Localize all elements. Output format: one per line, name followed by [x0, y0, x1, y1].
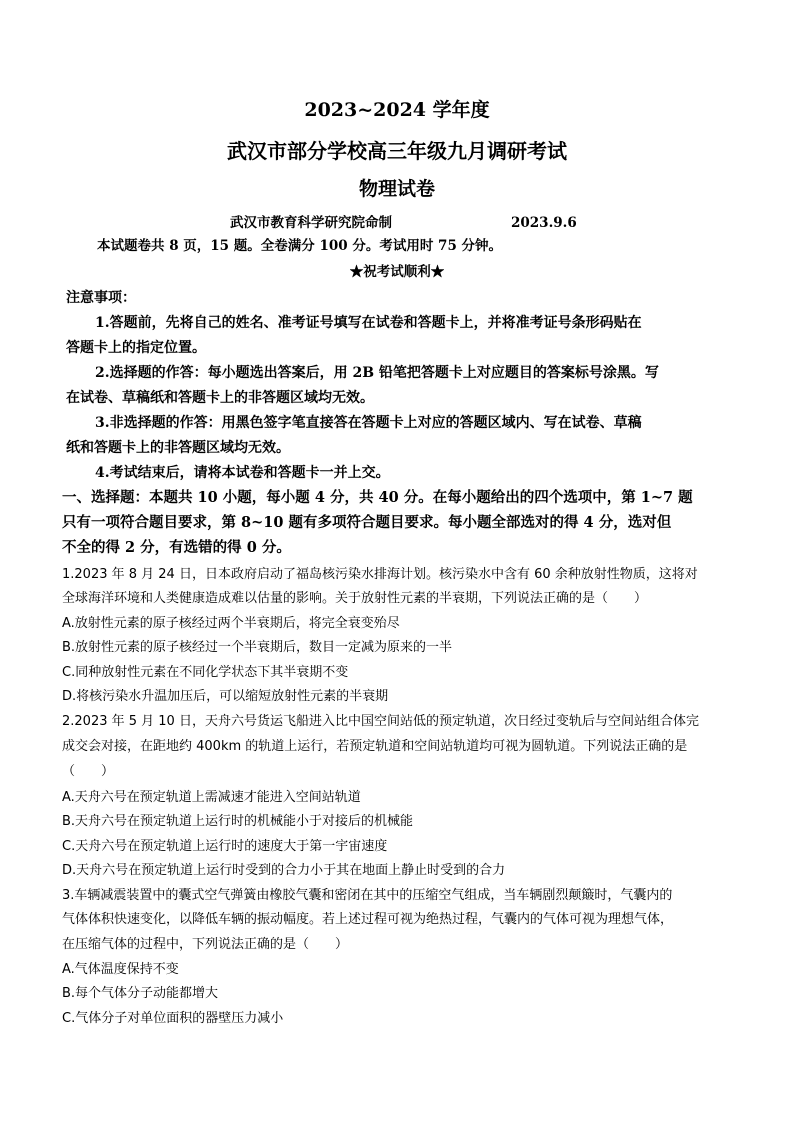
q3-option-c: C.气体分子对单位面积的器壁压力减小 — [62, 1011, 284, 1026]
q2-option-d: D.天舟六号在预定轨道上运行时受到的合力小于其在地面上静止时受到的合力 — [62, 863, 506, 878]
note-3-line-2: 纸和答题卡上的非答题区域均无效。 — [66, 440, 290, 456]
note-3-line-1: 3.非选择题的作答：用黑色签字笔直接答在答题卡上对应的答题区域内、写在试卷、草稿 — [95, 415, 642, 431]
section-1-line-2: 只有一项符合题目要求，第 8~10 题有多项符合题目要求。每小题全部选对的得 4 分，选对但 — [62, 514, 672, 531]
exam-title: 武汉市部分学校高三年级九月调研考试 — [227, 139, 567, 163]
section-1-line-3: 不全的得 2 分，有选错的得 0 分。 — [62, 539, 291, 556]
q2-option-a: A.天舟六号在预定轨道上需减速才能进入空间站轨道 — [62, 790, 361, 805]
paper-info: 本试题卷共 8 页，15 题。全卷满分 100 分。考试用时 75 分钟。 — [97, 238, 503, 254]
q3-option-b: B.每个气体分子动能都增大 — [62, 986, 219, 1001]
q3-stem-line-1: 3.车辆减震装置中的囊式空气弹簧由橡胶气囊和密闭在其中的压缩空气组成，当车辆剧烈颠簸时，气囊内的 — [62, 888, 673, 903]
note-2-line-2: 在试卷、草稿纸和答题卡上的非答题区域均无效。 — [66, 390, 374, 406]
q3-option-a: A.气体温度保持不变 — [62, 962, 179, 977]
q2-option-c: C.天舟六号在预定轨道上运行时的速度大于第一宇宙速度 — [62, 839, 388, 854]
q2-stem-line-2: 成交会对接，在距地约 400km 的轨道上运行，若预定轨道和空间站轨道均可视为圆轨道。下列说法正确的是 — [62, 739, 688, 754]
good-luck: ★祝考试顺利★ — [349, 264, 445, 280]
exam-date: 2023.9.6 — [511, 215, 577, 231]
notes-title: 注意事项： — [66, 290, 136, 306]
issuer: 武汉市教育科学研究院命制 — [230, 215, 392, 231]
note-1-line-1: 1.答题前，先将自己的姓名、准考证号填写在试卷和答题卡上，并将准考证号条形码贴在 — [95, 315, 642, 331]
q2-stem-line-1: 2.2023 年 5 月 10 日，天舟六号货运飞船进入比中国空间站低的预定轨道，次日经过变轨后与空间站组合体完 — [62, 714, 699, 729]
q1-option-c: C.同种放射性元素在不同化学状态下其半衰期不变 — [62, 665, 349, 680]
q1-option-d: D.将核污染水升温加压后，可以缩短放射性元素的半衰期 — [62, 689, 389, 704]
q2-option-b: B.天舟六号在预定轨道上运行时的机械能小于对接后的机械能 — [62, 814, 414, 829]
q3-stem-line-3: 在压缩气体的过程中，下列说法正确的是（ ） — [62, 937, 349, 952]
note-4: 4.考试结束后，请将本试卷和答题卡一并上交。 — [95, 465, 390, 481]
q1-stem-line-2: 全球海洋环境和人类健康造成难以估量的影响。关于放射性元素的半衰期，下列说法正确的是（ ） — [62, 591, 648, 606]
q1-stem-line-1: 1.2023 年 8 月 24 日，日本政府启动了福岛核污染水排海计划。核污染水中含有 60 余种放射性物质，这将对 — [62, 567, 698, 582]
q1-option-a: A.放射性元素的原子核经过两个半衰期后，将完全衰变殆尽 — [62, 616, 400, 631]
note-1-line-2: 答题卡上的指定位置。 — [66, 340, 206, 356]
q1-option-b: B.放射性元素的原子核经过一个半衰期后，数目一定减为原来的一半 — [62, 640, 453, 655]
school-year: 2023~2024 学年度 — [304, 99, 490, 121]
subject-title: 物理试卷 — [358, 178, 435, 200]
q3-stem-line-2: 气体体积快速变化，以降低车辆的振动幅度。若上述过程可视为绝热过程，气囊内的气体可视为理想气体， — [62, 912, 674, 927]
q2-stem-line-3: （ ） — [62, 764, 115, 779]
section-1-line-1: 一、选择题：本题共 10 小题，每小题 4 分，共 40 分。在每小题给出的四个选项中，第 1~7 题 — [62, 489, 693, 506]
note-2-line-1: 2.选择题的作答：每小题选出答案后，用 2B 铅笔把答题卡上对应题目的答案标号涂黑。写 — [95, 365, 659, 381]
